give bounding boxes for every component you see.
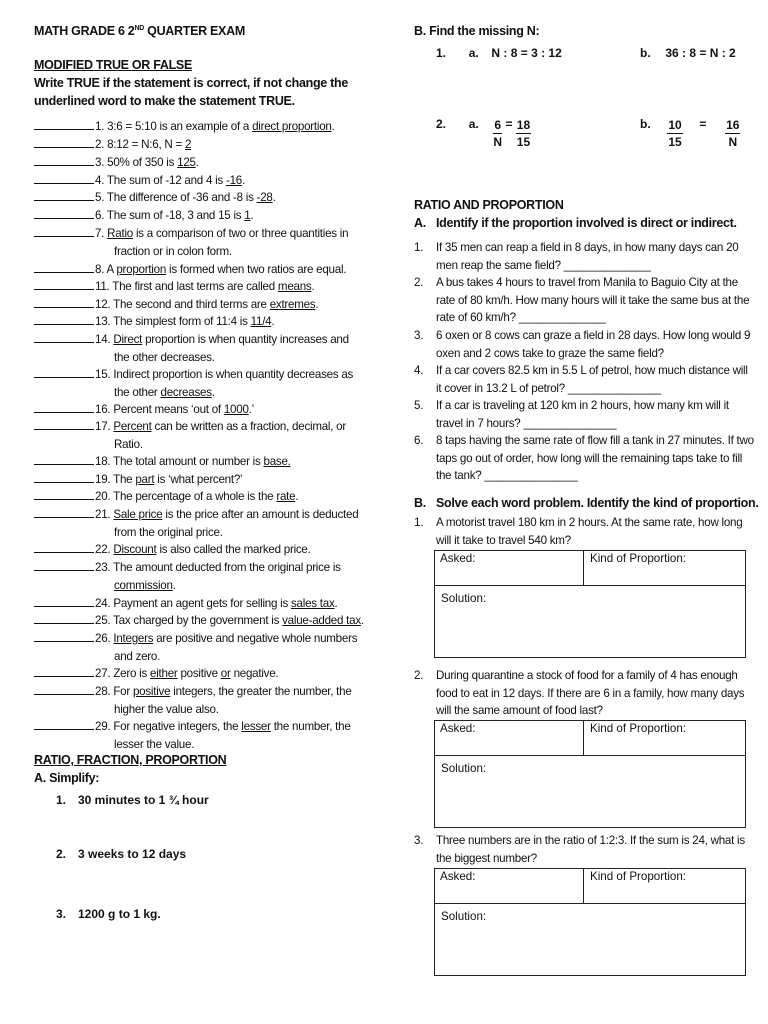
simplify-item: 2. 3 weeks to 12 days — [56, 847, 187, 861]
underlined-term: value-added tax — [282, 614, 361, 627]
kind-of-proportion-label: Kind of Proportion: — [583, 551, 686, 586]
underlined-term: 1000 — [223, 403, 249, 416]
tf-instruction-2: underlined word to make the statement TRUE. — [34, 94, 295, 108]
word-problem: 1. A motorist travel 180 km in 2 hours. At the same rate, how long will it take to travel 540 km? — [414, 516, 743, 547]
tf-item: 7. Ratio is a comparison of two or three quantities in fraction or in colon form. — [34, 225, 374, 260]
missing-row-1-b: b. 36 : 8 = N : 2 — [640, 46, 736, 60]
simplify-item: 1. 30 minutes to 1 ¾ hour — [56, 793, 209, 807]
answer-blank[interactable] — [34, 207, 94, 219]
rfp-section-title: RATIO, FRACTION, PROPORTION — [34, 753, 227, 767]
rp-question: 6. 8 taps having the same rate of flow fill a tank in 27 minutes. If two taps go out of order, how long will the remaining taps take to fill the tank? _______________ — [414, 434, 754, 483]
underlined-term: 11/4 — [250, 315, 272, 328]
answer-blank[interactable] — [34, 718, 94, 730]
tf-item: 1. 3:6 = 5:10 is an example of a direct proportion. — [34, 118, 374, 136]
underlined-term: decreases — [160, 385, 212, 399]
underlined-term: direct proportion — [252, 120, 332, 133]
tf-item: 23. The amount deducted from the original price is commission. — [34, 559, 374, 594]
underlined-term: Discount — [113, 543, 157, 556]
kind-of-proportion-label: Kind of Proportion: — [583, 721, 686, 756]
underlined-term: rate — [276, 490, 296, 503]
underlined-term: 2 — [185, 138, 192, 151]
answer-blank[interactable] — [34, 471, 94, 483]
answer-blank[interactable] — [34, 541, 94, 553]
missing-row-1: 1. a. N : 8 = 3 : 12 — [436, 46, 562, 60]
answer-blank[interactable] — [34, 488, 94, 500]
tf-item: 6. The sum of -18, 3 and 15 is 1. — [34, 207, 374, 225]
tf-item: 24. Payment an agent gets for selling is sales tax. — [34, 595, 374, 613]
solution-label: Solution: — [441, 762, 487, 775]
underlined-term: means — [277, 280, 312, 293]
tf-item: 4. The sum of -12 and 4 is -16. — [34, 172, 374, 190]
tf-item: 25. Tax charged by the government is value-added tax. — [34, 612, 374, 630]
kind-of-proportion-label: Kind of Proportion: — [583, 869, 686, 904]
simplify-item: 3. 1200 g to 1 kg. — [56, 907, 161, 921]
underlined-term: Percent — [113, 420, 152, 433]
answer-blank[interactable] — [34, 453, 94, 465]
missing-row-2: 2. a. $\frac{6}{N}$ = $\frac{18}{15}$ — [436, 117, 531, 149]
underlined-term: base. — [263, 455, 291, 468]
answer-blank[interactable] — [34, 154, 94, 166]
underlined-term: proportion — [116, 263, 167, 276]
solution-label: Solution: — [441, 592, 487, 605]
underlined-term: Integers — [113, 632, 154, 645]
tf-item: 17. Percent can be written as a fraction, decimal, or Ratio. — [34, 418, 374, 453]
tf-item: 18. The total amount or number is base. — [34, 453, 374, 471]
answer-box[interactable] — [434, 868, 746, 976]
tf-item: 14. Direct proportion is when quantity increases and the other decreases. — [34, 331, 374, 366]
answer-blank[interactable] — [34, 612, 94, 624]
underlined-term: -28 — [256, 191, 273, 204]
answer-blank[interactable] — [34, 595, 94, 607]
exam-title: MATH GRADE 6 2ND QUARTER EXAM — [34, 24, 245, 38]
rp-question: 1. If 35 men can reap a field in 8 days, in how many days can 20 men reap the same field? ______________ — [414, 241, 739, 272]
underlined-term: Sale price — [113, 508, 163, 521]
tf-item: 26. Integers are positive and negative whole numbers and zero. — [34, 630, 374, 665]
fraction: $\frac{10}{15}$ — [668, 118, 682, 149]
underlined-term: 125 — [177, 156, 196, 169]
simplify-title: A. Simplify: — [34, 771, 100, 785]
underlined-term: Ratio — [107, 227, 133, 240]
underlined-term: -16 — [225, 174, 242, 187]
underlined-term: lesser — [241, 720, 271, 733]
rp-question: 2. A bus takes 4 hours to travel from Manila to Baguio City at the rate of 80 km/h. How many hours will it take the same bus at the rate of 60 km/h? ______________ — [414, 276, 750, 325]
tf-item: 13. The simplest form of 11:4 is 11/4. — [34, 313, 374, 331]
answer-blank[interactable] — [34, 401, 94, 413]
answer-blank[interactable] — [34, 261, 94, 273]
underlined-term: 1 — [244, 209, 251, 222]
solution-label: Solution: — [441, 910, 487, 923]
answer-blank[interactable] — [34, 225, 94, 237]
tf-item: 12. The second and third terms are extremes. — [34, 296, 374, 314]
rp-question: 3. 6 oxen or 8 cows can graze a field in 28 days. How long would 9 oxen and 2 cows take to graze the same field? — [414, 329, 751, 360]
tf-item: 22. Discount is also called the marked price. — [34, 541, 374, 559]
underlined-term: commission — [114, 578, 173, 592]
tf-item: 27. Zero is either positive or negative. — [34, 665, 374, 683]
rp-section-title: RATIO AND PROPORTION — [414, 198, 564, 212]
asked-label: Asked: — [440, 870, 476, 883]
answer-blank[interactable] — [34, 136, 94, 148]
answer-blank[interactable] — [34, 683, 94, 695]
rp-question: 4. If a car covers 82.5 km in 5.5 L of petrol, how much distance will it cover in 13.2 L of petrol? _______________ — [414, 364, 748, 395]
tf-item: 2. 8:12 = N:6, N = 2 — [34, 136, 374, 154]
tf-item: 8. A proportion is formed when two ratios are equal. — [34, 261, 374, 279]
answer-blank[interactable] — [34, 559, 94, 571]
tf-item: 28. For positive integers, the greater the number, the higher the value also. — [34, 683, 374, 718]
answer-blank[interactable] — [34, 331, 94, 343]
word-problem: 3. Three numbers are in the ratio of 1:2:3. If the sum is 24, what is the biggest number? — [414, 834, 745, 865]
answer-blank[interactable] — [34, 665, 94, 677]
underlined-term: either — [150, 667, 178, 680]
answer-blank[interactable] — [34, 313, 94, 325]
missing-n-title: B. Find the missing N: — [414, 24, 540, 38]
rp-b-instruction: B. Solve each word problem. Identify the kind of proportion. — [414, 496, 759, 510]
answer-blank[interactable] — [34, 296, 94, 308]
answer-blank[interactable] — [34, 118, 94, 130]
fraction: $\frac{18}{15}$ — [516, 118, 531, 149]
tf-section-title: MODIFIED TRUE OR FALSE — [34, 58, 192, 72]
underlined-term: positive — [132, 685, 171, 698]
rp-question: 5. If a car is traveling at 120 km in 2 hours, how many km will it travel in 7 hours? _______________ — [414, 399, 729, 430]
tf-item: 29. For negative integers, the lesser the number, the lesser the value. — [34, 718, 374, 753]
tf-item: 5. The difference of -36 and -8 is -28. — [34, 189, 374, 207]
missing-row-2-b: b. $\frac{10}{15}$ = $\frac{16}{N}$ — [640, 117, 740, 149]
answer-box[interactable] — [434, 550, 746, 658]
underlined-term: extremes — [269, 298, 316, 311]
answer-blank[interactable] — [34, 172, 94, 184]
underlined-term: or — [220, 667, 231, 680]
asked-label: Asked: — [440, 552, 476, 565]
tf-item: 20. The percentage of a whole is the rate. — [34, 488, 374, 506]
tf-item: 15. Indirect proportion is when quantity decreases as the other decreases. — [34, 366, 374, 401]
fraction: $\frac{16}{N}$ — [726, 118, 740, 149]
tf-item: 21. Sale price is the price after an amount is deducted from the original price. — [34, 506, 374, 541]
answer-blank[interactable] — [34, 366, 94, 378]
answer-blank[interactable] — [34, 506, 94, 518]
rp-a-instruction: A. Identify if the proportion involved is direct or indirect. — [414, 216, 737, 230]
answer-blank[interactable] — [34, 189, 94, 201]
tf-item: 3. 50% of 350 is 125. — [34, 154, 374, 172]
underlined-term: part — [135, 473, 155, 486]
underlined-term: Direct — [113, 333, 143, 346]
answer-blank[interactable] — [34, 630, 94, 642]
answer-box[interactable] — [434, 720, 746, 828]
answer-blank[interactable] — [34, 418, 94, 430]
word-problem: 2. During quarantine a stock of food for a family of 4 has enough food to eat in 12 days. If there are 6 in a family, how many days will the same amount of food last? — [414, 669, 745, 718]
tf-item: 16. Percent means ‘out of 1000.’ — [34, 401, 374, 419]
fraction: $\frac{6}{N}$ — [493, 118, 503, 149]
answer-blank[interactable] — [34, 278, 94, 290]
tf-item: 11. The first and last terms are called means. — [34, 278, 374, 296]
underlined-term: sales tax — [291, 597, 335, 610]
asked-label: Asked: — [440, 722, 476, 735]
tf-item: 19. The part is ‘what percent?’ — [34, 471, 374, 489]
tf-instruction-1: Write TRUE if the statement is correct, if not change the — [34, 76, 348, 90]
